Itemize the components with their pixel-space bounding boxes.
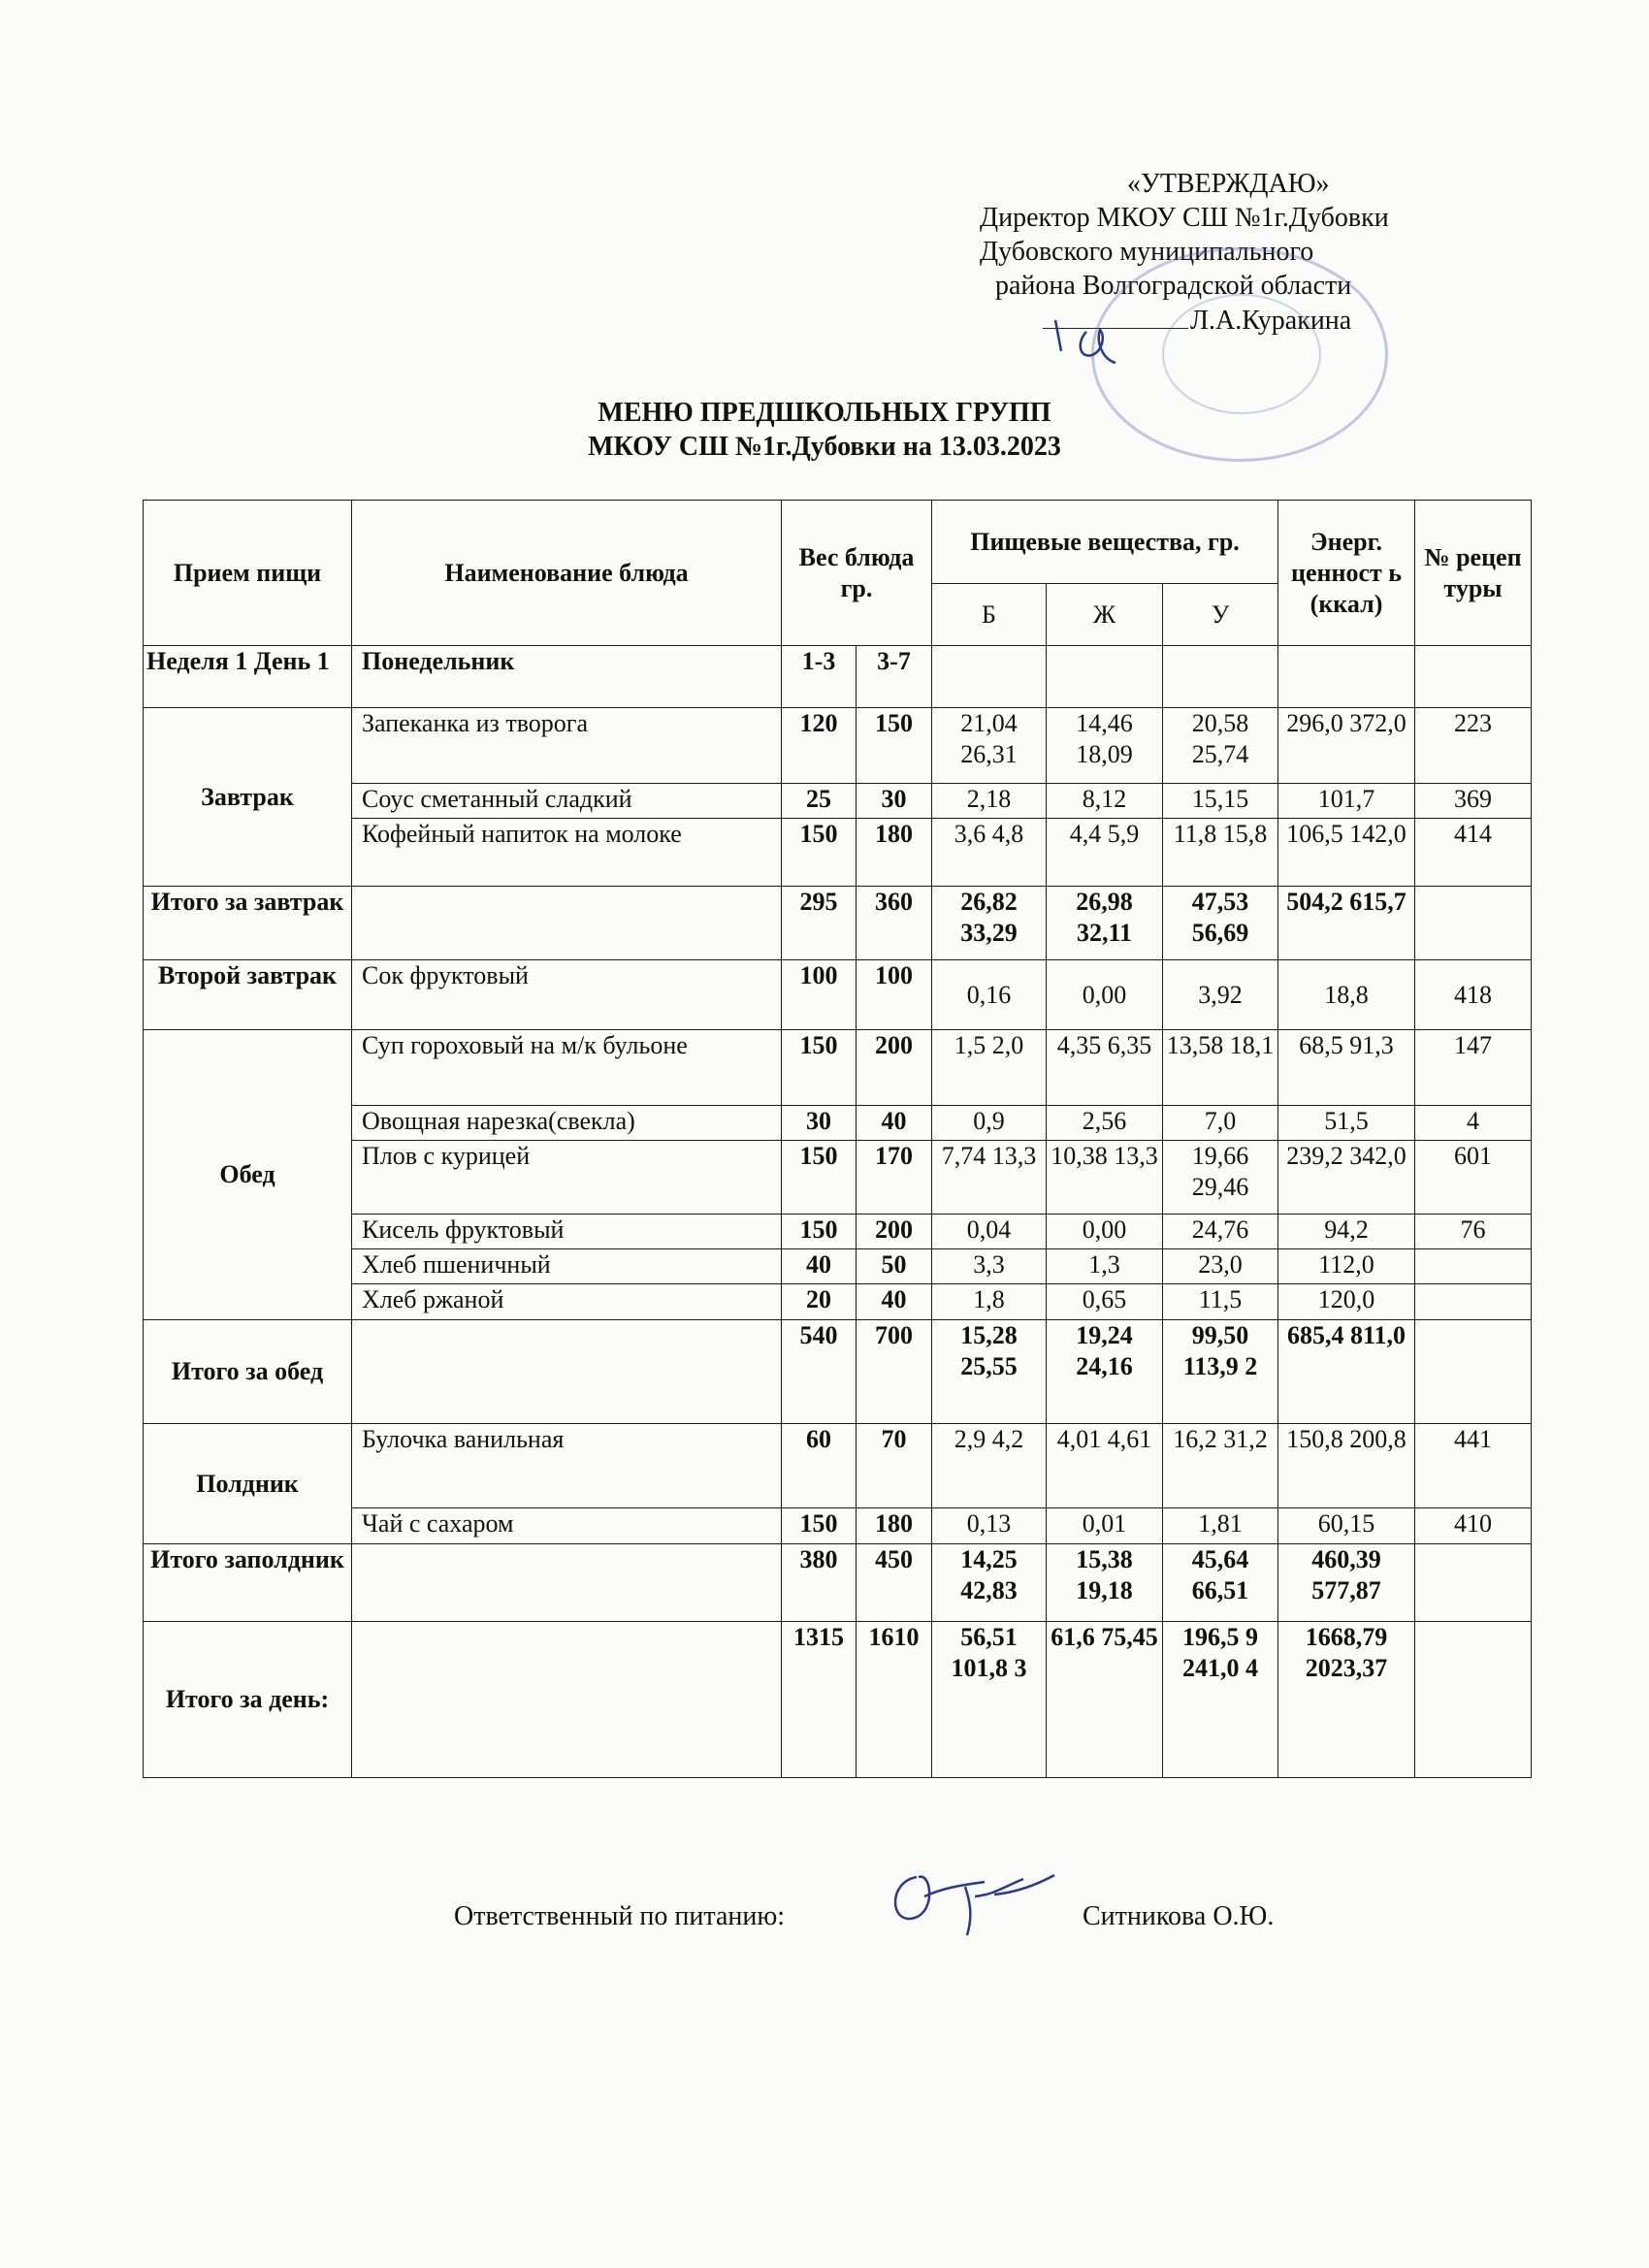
total-row [144,1622,1532,1778]
carbs: 20,58 25,74 [1163,708,1278,784]
table-row [144,708,1532,784]
dish-name: Плов с курицей [352,1141,782,1215]
responsible-signature [878,1858,1062,1940]
document-title [0,396,1649,464]
recipe-number: 76 [1415,1215,1532,1249]
weight-1-3: 25 [782,784,857,819]
dish-name: Овощная нарезка(свекла) [352,1106,782,1141]
header-b: Б [932,584,1047,646]
header-dish: Наименование блюда [352,501,782,646]
energy: 106,5 142,0 [1278,819,1415,887]
protein: 3,3 [932,1249,1047,1284]
weight-3-7: 100 [857,960,932,1030]
header-energy: Энерг. ценност ь (ккал) [1278,501,1415,646]
carbs: 16,2 31,2 [1163,1424,1278,1508]
energy: 460,39 577,87 [1278,1544,1415,1622]
recipe-number [1415,1284,1532,1320]
energy: 150,8 200,8 [1278,1424,1415,1508]
weight-3-7: 200 [857,1215,932,1249]
protein: 26,82 33,29 [932,887,1047,960]
weight-1-3: 100 [782,960,857,1030]
table-row [144,1284,1532,1320]
energy: 504,2 615,7 [1278,887,1415,960]
protein: 2,18 [932,784,1047,819]
carbs: 45,64 66,51 [1163,1544,1278,1622]
energy: 68,5 91,3 [1278,1030,1415,1106]
weight-3-7: 180 [857,1508,932,1544]
responsible-label: Ответственный по питанию: [454,1901,786,1931]
total-label: Итого заполдник [144,1544,352,1622]
approver-name: Л.А.Куракина [1190,306,1352,336]
carbs: 1,81 [1163,1508,1278,1544]
weight-3-7: 360 [857,887,932,960]
carbs: 23,0 [1163,1249,1278,1284]
header-u: У [1163,584,1278,646]
weight-1-3: 120 [782,708,857,784]
table-row [144,1030,1532,1106]
protein: 21,04 26,31 [932,708,1047,784]
title-line-2: МКОУ СШ №1г.Дубовки на 13.03.2023 [588,432,1061,462]
protein: 0,13 [932,1508,1047,1544]
meal-breakfast: Завтрак [144,708,352,887]
approval-position: Директор МКОУ СШ №1г.Дубовки [980,203,1389,233]
table-row [144,1249,1532,1284]
dish-name: Хлеб пшеничный [352,1249,782,1284]
meal-afternoon-snack: Полдник [144,1424,352,1544]
fat: 19,24 24,16 [1047,1320,1163,1424]
protein: 15,28 25,55 [932,1320,1047,1424]
weight-3-7: 70 [857,1424,932,1508]
total-label: Итого за завтрак [144,887,352,960]
fat: 61,6 75,45 [1047,1622,1163,1778]
energy: 1668,79 2023,37 [1278,1622,1415,1778]
fat: 0,01 [1047,1508,1163,1544]
header-meal: Прием пищи [144,501,352,646]
weight-3-7: 30 [857,784,932,819]
recipe-number: 410 [1415,1508,1532,1544]
energy: 239,2 342,0 [1278,1141,1415,1215]
weight-1-3: 150 [782,1508,857,1544]
dish-name: Чай с сахаром [352,1508,782,1544]
table-row [144,1215,1532,1249]
table-row [144,1424,1532,1508]
dish-name: Булочка ванильная [352,1424,782,1508]
total-row [144,887,1532,960]
weight-1-3: 1315 [782,1622,857,1778]
energy: 112,0 [1278,1249,1415,1284]
recipe-number: 4 [1415,1106,1532,1141]
carbs: 13,58 18,1 [1163,1030,1278,1106]
fat: 8,12 [1047,784,1163,819]
weight-1-3: 150 [782,1030,857,1106]
fat: 10,38 13,3 [1047,1141,1163,1215]
energy: 120,0 [1278,1284,1415,1320]
meal-second-breakfast: Второй завтрак [144,960,352,1030]
weight-1-3: 60 [782,1424,857,1508]
protein: 2,9 4,2 [932,1424,1047,1508]
protein: 14,25 42,83 [932,1544,1047,1622]
dish-name: Кисель фруктовый [352,1215,782,1249]
weight-1-3: 540 [782,1320,857,1424]
protein: 0,16 [932,960,1047,1030]
table-row [144,1141,1532,1215]
protein: 1,8 [932,1284,1047,1320]
energy: 51,5 [1278,1106,1415,1141]
week-label: Неделя 1 День 1 [144,646,352,708]
weight-3-7: 40 [857,1284,932,1320]
fat: 4,4 5,9 [1047,819,1163,887]
weight-3-7: 200 [857,1030,932,1106]
carbs: 11,5 [1163,1284,1278,1320]
recipe-number: 369 [1415,784,1532,819]
weight-1-3: 30 [782,1106,857,1141]
protein: 56,51 101,8 3 [932,1622,1047,1778]
director-signature [1048,312,1154,371]
weight-3-7: 700 [857,1320,932,1424]
protein: 0,9 [932,1106,1047,1141]
fat: 4,01 4,61 [1047,1424,1163,1508]
header-nutrients: Пищевые вещества, гр. [932,501,1278,584]
protein: 3,6 4,8 [932,819,1047,887]
table-row [144,960,1532,1030]
table-row [144,819,1532,887]
recipe-number: 441 [1415,1424,1532,1508]
meal-lunch: Обед [144,1030,352,1320]
week-row [144,646,1532,708]
weight-1-3: 295 [782,887,857,960]
energy: 101,7 [1278,784,1415,819]
carbs: 196,5 9 241,0 4 [1163,1622,1278,1778]
weight-1-3: 380 [782,1544,857,1622]
weight-1-3: 20 [782,1284,857,1320]
total-label: Итого за обед [144,1320,352,1424]
header-zh: Ж [1047,584,1163,646]
weight-1-3: 150 [782,1215,857,1249]
energy: 60,15 [1278,1508,1415,1544]
carbs: 19,66 29,46 [1163,1141,1278,1215]
title-line-1: МЕНЮ ПРЕДШКОЛЬНЫХ ГРУПП [598,398,1051,428]
fat: 4,35 6,35 [1047,1030,1163,1106]
age-1-3: 1-3 [782,646,857,708]
recipe-number: 147 [1415,1030,1532,1106]
weight-3-7: 150 [857,708,932,784]
table-row [144,784,1532,819]
recipe-number: 414 [1415,819,1532,887]
weight-1-3: 150 [782,819,857,887]
dish-name: Хлеб ржаной [352,1284,782,1320]
recipe-number: 601 [1415,1141,1532,1215]
menu-table [143,500,1532,1778]
dish-name: Кофейный напиток на молоке [352,819,782,887]
carbs: 3,92 [1163,960,1278,1030]
protein: 0,04 [932,1215,1047,1249]
dish-name: Соус сметанный сладкий [352,784,782,819]
weekday: Понедельник [352,646,782,708]
carbs: 47,53 56,69 [1163,887,1278,960]
fat: 14,46 18,09 [1047,708,1163,784]
recipe-number: 223 [1415,708,1532,784]
energy: 296,0 372,0 [1278,708,1415,784]
carbs: 15,15 [1163,784,1278,819]
weight-3-7: 180 [857,819,932,887]
carbs: 7,0 [1163,1106,1278,1141]
fat: 2,56 [1047,1106,1163,1141]
age-3-7: 3-7 [857,646,932,708]
carbs: 99,50 113,9 2 [1163,1320,1278,1424]
table-row [144,1106,1532,1141]
carbs: 24,76 [1163,1215,1278,1249]
weight-3-7: 40 [857,1106,932,1141]
dish-name: Запеканка из творога [352,708,782,784]
protein: 7,74 13,3 [932,1141,1047,1215]
table-row [144,1508,1532,1544]
protein: 1,5 2,0 [932,1030,1047,1106]
weight-1-3: 40 [782,1249,857,1284]
dish-name: Суп гороховый на м/к бульоне [352,1030,782,1106]
fat: 15,38 19,18 [1047,1544,1163,1622]
energy: 18,8 [1278,960,1415,1030]
weight-3-7: 50 [857,1249,932,1284]
energy: 685,4 811,0 [1278,1320,1415,1424]
fat: 0,00 [1047,1215,1163,1249]
energy: 94,2 [1278,1215,1415,1249]
recipe-number [1415,1249,1532,1284]
total-row [144,1544,1532,1622]
weight-3-7: 170 [857,1141,932,1215]
approval-heading: «УТВЕРЖДАЮ» [1127,169,1330,199]
fat: 1,3 [1047,1249,1163,1284]
fat: 0,65 [1047,1284,1163,1320]
approval-region: района Волгоградской области [995,271,1352,301]
weight-3-7: 450 [857,1544,932,1622]
recipe-number: 418 [1415,960,1532,1030]
fat: 26,98 32,11 [1047,887,1163,960]
day-total-label: Итого за день: [144,1622,352,1778]
total-row [144,1320,1532,1424]
responsible-name: Ситникова О.Ю. [1083,1901,1275,1931]
approval-district: Дубовского муниципального [980,237,1314,267]
dish-name: Сок фруктовый [352,960,782,1030]
fat: 0,00 [1047,960,1163,1030]
header-weight: Вес блюда гр. [782,501,932,646]
carbs: 11,8 15,8 [1163,819,1278,887]
weight-1-3: 150 [782,1141,857,1215]
header-recipe: № рецеп туры [1415,501,1532,646]
weight-3-7: 1610 [857,1622,932,1778]
